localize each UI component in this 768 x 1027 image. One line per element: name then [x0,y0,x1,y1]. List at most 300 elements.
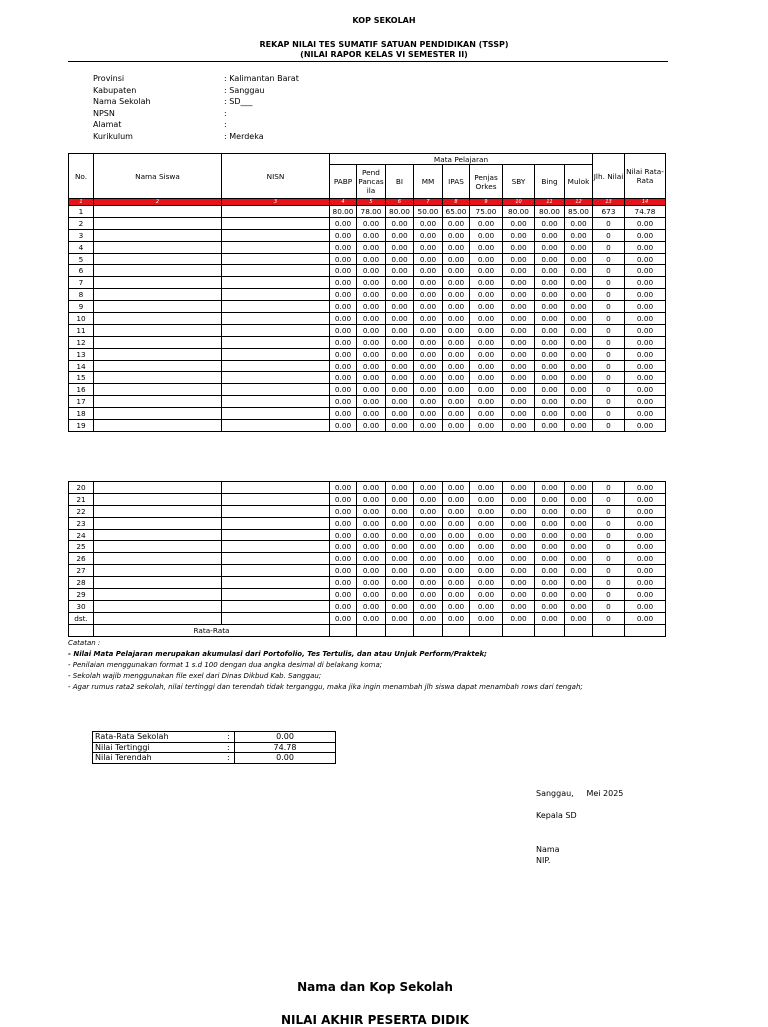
info-value: : [224,108,227,118]
cell-score: 0.00 [443,505,470,517]
footer-cell [503,624,535,636]
cell-score: 0.00 [386,217,414,229]
cell-nisn [222,372,330,384]
cell-score: 0.00 [414,348,443,360]
cell-score: 0.00 [330,482,357,494]
table-row [69,372,666,384]
cell-score: 0.00 [503,336,535,348]
table-row [69,206,666,218]
cell-no: 15 [69,372,94,384]
cell-nama [94,600,222,612]
cell-score: 0.00 [386,565,414,577]
cell-no: 18 [69,408,94,420]
signature-nip: NIP. [536,856,551,865]
cell-rata-rata: 0.00 [625,396,666,408]
cell-score: 0.00 [535,396,565,408]
cell-score: 0.00 [565,384,593,396]
cell-nisn [222,348,330,360]
cell-score: 0.00 [565,541,593,553]
cell-nama [94,253,222,265]
cell-jlh-nilai: 0 [593,253,625,265]
cell-score: 0.00 [470,565,503,577]
cell-score: 0.00 [386,420,414,432]
info-value: : SD___ [224,97,253,106]
cell-nama [94,229,222,241]
info-kabupaten [93,85,299,97]
table-row [69,600,666,612]
cell-score: 0.00 [470,396,503,408]
cell-no: 13 [69,348,94,360]
cell-jlh-nilai: 0 [593,336,625,348]
cell-nama [94,289,222,301]
cell-score: 0.00 [330,589,357,601]
cell-score: 0.00 [443,301,470,313]
cell-score: 0.00 [443,277,470,289]
column-number: 2 [94,199,222,206]
cell-score: 0.00 [503,360,535,372]
cell-score: 0.00 [414,324,443,336]
cell-score: 0.00 [386,517,414,529]
cell-score: 0.00 [535,408,565,420]
footer-cell [414,624,443,636]
cell-rata-rata: 0.00 [625,336,666,348]
cell-score: 0.00 [503,517,535,529]
cell-score: 0.00 [470,529,503,541]
cell-jlh-nilai: 0 [593,277,625,289]
cell-score: 0.00 [414,420,443,432]
cell-score: 0.00 [386,482,414,494]
header-subject: Bing [535,165,565,199]
cell-score: 0.00 [357,229,386,241]
cell-score: 0.00 [470,217,503,229]
cell-score: 0.00 [443,217,470,229]
cell-rata-rata: 0.00 [625,541,666,553]
cell-no: 16 [69,384,94,396]
cell-score: 0.00 [565,553,593,565]
cell-score: 0.00 [565,396,593,408]
cell-jlh-nilai: 0 [593,420,625,432]
cell-score: 0.00 [330,277,357,289]
cell-score: 0.00 [386,372,414,384]
cell-score: 0.00 [357,408,386,420]
cell-score: 0.00 [443,600,470,612]
table-row [69,253,666,265]
cell-nisn [222,493,330,505]
cell-nisn [222,553,330,565]
cell-score: 0.00 [414,493,443,505]
cell-no: 11 [69,324,94,336]
cell-score: 0.00 [414,384,443,396]
cell-nisn [222,313,330,325]
cell-score: 0.00 [535,217,565,229]
cell-score: 0.00 [386,277,414,289]
cell-rata-rata: 0.00 [625,600,666,612]
cell-score: 0.00 [414,217,443,229]
cell-rata-rata: 0.00 [625,612,666,624]
document-subtitle: (NILAI RAPOR KELAS VI SEMESTER II) [300,50,468,59]
cell-no: 9 [69,301,94,313]
cell-score: 0.00 [565,565,593,577]
cell-score: 0.00 [414,301,443,313]
summary-table [92,731,336,764]
cell-score: 0.00 [535,277,565,289]
cell-rata-rata: 0.00 [625,517,666,529]
cell-score: 0.00 [386,384,414,396]
cell-score: 0.00 [535,229,565,241]
cell-nisn [222,396,330,408]
cell-score: 0.00 [470,517,503,529]
cell-score: 0.00 [414,577,443,589]
next-page-title: Nama dan Kop Sekolah [297,980,453,994]
footer-cell [470,624,503,636]
cell-score: 0.00 [414,408,443,420]
table-row [69,384,666,396]
cell-score: 0.00 [503,348,535,360]
cell-score: 0.00 [535,600,565,612]
table-row [69,301,666,313]
summary-sep: : [225,753,235,764]
cell-score: 0.00 [357,589,386,601]
cell-score: 0.00 [357,289,386,301]
cell-score: 0.00 [357,600,386,612]
cell-score: 0.00 [357,565,386,577]
cell-score: 0.00 [330,229,357,241]
cell-score: 0.00 [565,217,593,229]
cell-score: 0.00 [565,253,593,265]
cell-score: 0.00 [565,301,593,313]
cell-score: 0.00 [414,253,443,265]
cell-score: 0.00 [386,589,414,601]
table-row [69,348,666,360]
info-value: : Sanggau [224,85,265,95]
cell-jlh-nilai: 0 [593,265,625,277]
cell-score: 65.00 [443,206,470,218]
cell-score: 0.00 [443,289,470,301]
cell-jlh-nilai: 0 [593,360,625,372]
cell-score: 0.00 [470,348,503,360]
cell-score: 0.00 [565,482,593,494]
header-subject: PABP [330,165,357,199]
cell-score: 0.00 [357,396,386,408]
cell-score: 0.00 [414,396,443,408]
cell-jlh-nilai: 0 [593,408,625,420]
cell-rata-rata: 0.00 [625,241,666,253]
cell-jlh-nilai: 0 [593,348,625,360]
cell-jlh-nilai: 0 [593,324,625,336]
cell-score: 0.00 [357,612,386,624]
cell-score: 0.00 [470,505,503,517]
cell-score: 0.00 [330,336,357,348]
cell-score: 0.00 [470,289,503,301]
cell-score: 0.00 [535,324,565,336]
cell-score: 0.00 [470,241,503,253]
grades-table-part1 [68,153,666,432]
header-nisn: NISN [222,154,330,199]
cell-nisn [222,301,330,313]
column-number: 8 [443,199,470,206]
cell-score: 0.00 [535,241,565,253]
cell-score: 0.00 [470,301,503,313]
cell-score: 0.00 [330,553,357,565]
cell-rata-rata: 0.00 [625,493,666,505]
cell-score: 0.00 [503,600,535,612]
cell-no: 25 [69,541,94,553]
cell-score: 0.00 [565,577,593,589]
cell-nama [94,565,222,577]
cell-score: 0.00 [503,241,535,253]
cell-score: 0.00 [503,277,535,289]
cell-score: 0.00 [330,360,357,372]
footer-cell [565,624,593,636]
column-number: 4 [330,199,357,206]
header-rule [68,61,668,62]
cell-score: 0.00 [443,408,470,420]
cell-score: 0.00 [414,565,443,577]
cell-score: 0.00 [414,529,443,541]
cell-nisn [222,336,330,348]
cell-score: 0.00 [535,372,565,384]
cell-rata-rata: 0.00 [625,384,666,396]
cell-score: 0.00 [535,336,565,348]
cell-nisn [222,206,330,218]
cell-score: 0.00 [565,265,593,277]
cell-score: 0.00 [535,589,565,601]
cell-score: 0.00 [330,265,357,277]
cell-score: 0.00 [386,289,414,301]
cell-score: 0.00 [443,384,470,396]
cell-score: 0.00 [414,612,443,624]
table-row [69,360,666,372]
note-line: - Sekolah wajib menggunakan file exel dari Dinas Dikbud Kab. Sanggau; [68,672,322,680]
table-row [69,313,666,325]
cell-rata-rata: 74.78 [625,206,666,218]
cell-score: 0.00 [357,360,386,372]
cell-score: 0.00 [470,420,503,432]
cell-score: 0.00 [386,360,414,372]
cell-nama [94,517,222,529]
table-row [69,577,666,589]
cell-score: 0.00 [386,408,414,420]
cell-score: 80.00 [535,206,565,218]
header-subject: IPAS [443,165,470,199]
cell-rata-rata: 0.00 [625,313,666,325]
cell-rata-rata: 0.00 [625,553,666,565]
cell-score: 0.00 [470,577,503,589]
cell-score: 0.00 [443,313,470,325]
signature-role: Kepala SD [536,811,577,820]
cell-score: 0.00 [535,253,565,265]
cell-nisn [222,229,330,241]
footer-empty [69,624,94,636]
cell-score: 0.00 [386,600,414,612]
cell-nama [94,396,222,408]
cell-nama [94,360,222,372]
cell-score: 0.00 [386,396,414,408]
cell-score: 0.00 [386,324,414,336]
cell-score: 0.00 [535,529,565,541]
cell-nisn [222,517,330,529]
cell-score: 0.00 [565,589,593,601]
cell-no: 14 [69,360,94,372]
cell-nama [94,529,222,541]
cell-rata-rata: 0.00 [625,289,666,301]
cell-score: 0.00 [503,529,535,541]
header-no: No. [69,154,94,199]
table-row [69,517,666,529]
cell-nisn [222,384,330,396]
cell-score: 0.00 [535,612,565,624]
cell-nisn [222,577,330,589]
cell-score: 0.00 [386,529,414,541]
cell-no: 20 [69,482,94,494]
cell-nama [94,217,222,229]
cell-nisn [222,482,330,494]
cell-score: 0.00 [470,600,503,612]
cell-score: 0.00 [443,348,470,360]
cell-score: 0.00 [535,313,565,325]
cell-score: 0.00 [565,324,593,336]
school-info [93,73,299,142]
cell-score: 0.00 [565,277,593,289]
document-title: REKAP NILAI TES SUMATIF SATUAN PENDIDIKAN (TSSP) [259,40,509,49]
cell-score: 0.00 [503,589,535,601]
cell-score: 0.00 [386,229,414,241]
cell-score: 0.00 [330,600,357,612]
table-row [69,408,666,420]
cell-rata-rata: 0.00 [625,301,666,313]
cell-nama [94,265,222,277]
info-npsn [93,108,299,120]
info-label: Alamat [93,120,122,129]
footer-cell [357,624,386,636]
cell-score: 0.00 [565,493,593,505]
cell-score: 0.00 [503,384,535,396]
cell-score: 0.00 [386,541,414,553]
column-number: 13 [593,199,625,206]
cell-nama [94,577,222,589]
cell-nama [94,372,222,384]
cell-score: 0.00 [330,505,357,517]
cell-rata-rata: 0.00 [625,482,666,494]
cell-score: 0.00 [330,372,357,384]
cell-score: 0.00 [503,493,535,505]
column-number: 12 [565,199,593,206]
cell-score: 0.00 [357,348,386,360]
cell-nisn [222,360,330,372]
cell-score: 0.00 [503,396,535,408]
cell-nama [94,482,222,494]
cell-score: 0.00 [330,289,357,301]
table-footer-row [69,624,666,636]
footer-cell [443,624,470,636]
cell-score: 0.00 [357,253,386,265]
cell-nisn [222,289,330,301]
cell-score: 0.00 [535,360,565,372]
summary-value: 0.00 [235,732,336,743]
cell-score: 0.00 [357,529,386,541]
column-number: 3 [222,199,330,206]
info-nama-sekolah [93,96,299,108]
summary-row [93,753,336,764]
cell-score: 0.00 [414,589,443,601]
cell-score: 0.00 [535,505,565,517]
cell-rata-rata: 0.00 [625,265,666,277]
cell-score: 0.00 [330,577,357,589]
cell-score: 0.00 [357,577,386,589]
cell-score: 0.00 [565,336,593,348]
cell-nama [94,589,222,601]
summary-value: 0.00 [235,753,336,764]
info-alamat [93,119,299,131]
info-label: Nama Sekolah [93,97,151,106]
cell-score: 0.00 [443,482,470,494]
cell-no: 5 [69,253,94,265]
cell-no: 26 [69,553,94,565]
cell-jlh-nilai: 0 [593,589,625,601]
cell-score: 0.00 [386,348,414,360]
cell-score: 0.00 [443,241,470,253]
cell-nisn [222,265,330,277]
cell-score: 0.00 [443,396,470,408]
cell-score: 0.00 [565,360,593,372]
table-row [69,529,666,541]
grades-table-part2 [68,481,666,637]
cell-rata-rata: 0.00 [625,277,666,289]
info-label: NPSN [93,108,115,118]
cell-score: 0.00 [443,529,470,541]
cell-score: 0.00 [330,529,357,541]
header-subject: BI [386,165,414,199]
table-row [69,565,666,577]
footer-cell [625,624,666,636]
cell-nisn [222,541,330,553]
cell-score: 0.00 [357,517,386,529]
cell-score: 0.00 [535,348,565,360]
cell-score: 0.00 [443,360,470,372]
cell-no: 23 [69,517,94,529]
cell-score: 0.00 [357,505,386,517]
cell-score: 0.00 [503,612,535,624]
cell-nama [94,348,222,360]
cell-rata-rata: 0.00 [625,589,666,601]
table-row [69,612,666,624]
table-row [69,482,666,494]
cell-score: 0.00 [535,265,565,277]
cell-no: 7 [69,277,94,289]
cell-no: 12 [69,336,94,348]
cell-nisn [222,565,330,577]
cell-nisn [222,253,330,265]
table-row [69,541,666,553]
cell-rata-rata: 0.00 [625,324,666,336]
cell-rata-rata: 0.00 [625,360,666,372]
cell-score: 0.00 [414,241,443,253]
cell-jlh-nilai: 0 [593,529,625,541]
cell-jlh-nilai: 0 [593,612,625,624]
cell-score: 0.00 [503,553,535,565]
note-line: - Agar rumus rata2 sekolah, nilai tertinggi dan terendah tidak terganggu, maka jika ingin menambah jlh siswa dapat menambah rows dari tengah; [68,683,583,691]
cell-score: 0.00 [470,336,503,348]
table-row [69,289,666,301]
signature-place-date: Sanggau, Mei 2025 [536,789,624,798]
cell-rata-rata: 0.00 [625,565,666,577]
cell-score: 0.00 [330,241,357,253]
cell-score: 0.00 [470,265,503,277]
cell-score: 0.00 [470,553,503,565]
cell-score: 0.00 [503,313,535,325]
cell-score: 0.00 [470,313,503,325]
cell-score: 0.00 [565,372,593,384]
